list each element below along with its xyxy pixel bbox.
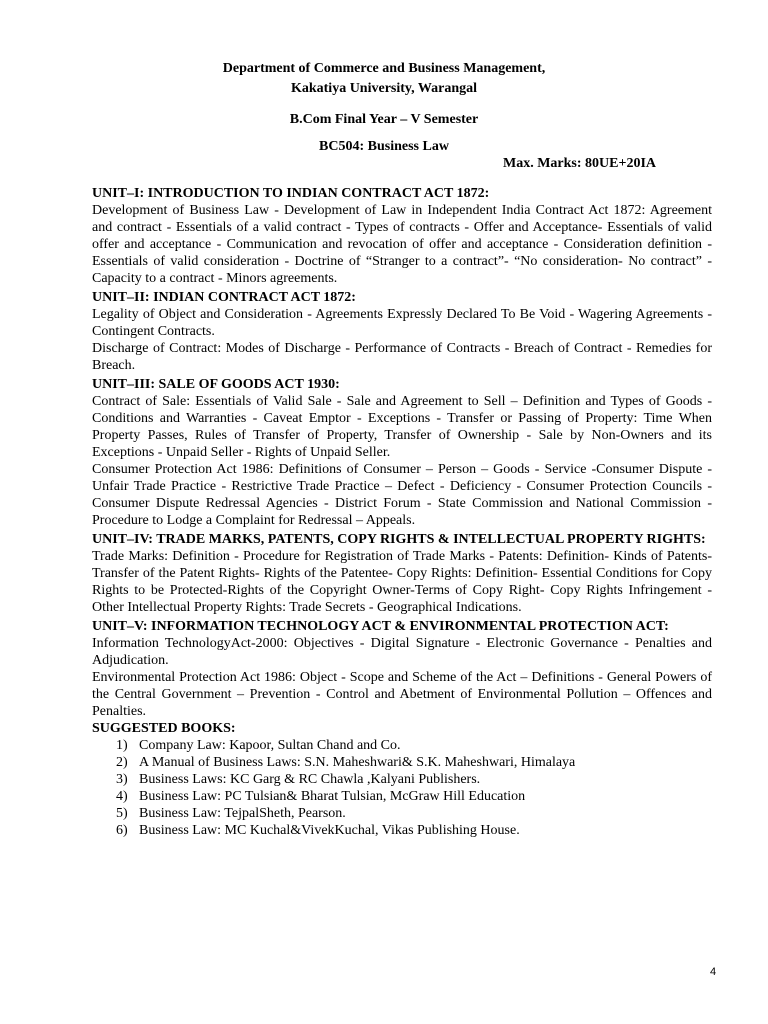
list-number: 2) [116,755,128,770]
unit-paragraph: Information TechnologyAct-2000: Objectives - Digital Signature - Electronic Governance - Penalties and Adjudication. [92,636,712,668]
unit-heading: UNIT–II: INDIAN CONTRACT ACT 1872: [92,290,356,305]
list-item [92,788,712,805]
book-text: Business Law: MC Kuchal&VivekKuchal, Vikas Publishing House. [139,823,520,838]
list-item [92,805,712,822]
books-heading: SUGGESTED BOOKS: [92,721,236,736]
books-list [92,737,712,839]
department-heading: Department of Commerce and Business Management, [222,61,546,76]
list-number: 4) [116,789,128,804]
book-text: Business Law: TejpalSheth, Pearson. [139,806,346,821]
book-text: Business Laws: KC Garg & RC Chawla ,Kalyani Publishers. [139,772,481,787]
list-number: 6) [116,823,128,838]
list-item [92,822,712,839]
book-text: Business Law: PC Tulsian& Bharat Tulsian, McGraw Hill Education [139,789,526,804]
unit-heading: UNIT–IV: TRADE MARKS, PATENTS, COPY RIGHTS & INTELLECTUAL PROPERTY RIGHTS: [92,532,706,547]
book-text: A Manual of Business Laws: S.N. Maheshwari& S.K. Maheshwari, Himalaya [139,755,576,770]
list-number: 1) [116,738,128,753]
list-item [92,771,712,788]
unit-heading: UNIT–V: INFORMATION TECHNOLOGY ACT & ENVIRONMENTAL PROTECTION ACT: [92,619,669,634]
syllabus-body [92,185,712,839]
suggested-books [92,720,712,839]
university-heading: Kakatiya University, Warangal [290,81,478,96]
unit-paragraph: Discharge of Contract: Modes of Discharge - Performance of Contracts - Breach of Contract - Remedies for Breach. [92,341,712,373]
unit-3 [92,376,712,529]
max-marks: Max. Marks: 80UE+20IA [503,156,657,171]
list-item [92,737,712,754]
semester-heading: B.Com Final Year – V Semester [289,112,479,127]
unit-heading: UNIT–III: SALE OF GOODS ACT 1930: [92,377,340,392]
unit-paragraph: Legality of Object and Consideration - Agreements Expressly Declared To Be Void - Wagering Agreements - Contingent Contracts. [92,307,712,339]
unit-paragraph: Environmental Protection Act 1986: Object - Scope and Scheme of the Act – Definitions - General Powers of the Central Government – Prevention - Control and Abetment of Environmental Pollution – Offences and Penalties. [92,670,712,719]
unit-5 [92,618,712,720]
course-title: BC504: Business Law [319,139,449,154]
unit-1 [92,185,712,287]
book-text: Company Law: Kapoor, Sultan Chand and Co. [139,738,401,753]
list-number: 5) [116,806,128,821]
unit-2 [92,289,712,374]
unit-paragraph: Contract of Sale: Essentials of Valid Sale - Sale and Agreement to Sell – Definition and Types of Goods - Conditions and Warranties - Caveat Emptor - Exceptions - Transfer or Passing of Property: Time When Property Passes, Rules of Transfer of Property, Transfer of Ownership - Sale by Non-Owners and its Exceptions - Unpaid Seller - Rights of Unpaid Seller. [92,394,712,460]
unit-paragraph: Consumer Protection Act 1986: Definitions of Consumer – Person – Goods - Service -Consumer Dispute - Unfair Trade Practice - Restrictive Trade Practice – Defect - Deficiency - Consumer Protection Councils - Consumer Dispute Redressal Agencies - District Forum - State Commission and National Commission - Procedure to Lodge a Complaint for Redressal – Appeals. [92,462,712,528]
unit-4 [92,531,712,616]
list-number: 3) [116,772,128,787]
unit-heading: UNIT–I: INTRODUCTION TO INDIAN CONTRACT ACT 1872: [92,186,490,201]
unit-paragraph: Development of Business Law - Development of Law in Independent India Contract Act 1872: Agreement and contract - Essentials of a valid contract - Types of contracts - Offer and Acceptance- Essentials of valid offer and acceptance - Communication and revocation of offer and acceptance - Consideration definition - Essentials of valid consideration - Doctrine of “Stranger to a contract”- “No consideration- No contract” - Capacity to a contract - Minors agreements. [92,203,712,286]
page-number: 4 [710,966,717,978]
unit-paragraph: Trade Marks: Definition - Procedure for Registration of Trade Marks - Patents: Definition- Kinds of Patents- Transfer of the Patent Rights- Rights of the Patentee- Copy Rights: Definition- Essential Conditions for Copy Rights to be Protected-Rights of the Copyright Owner-Terms of Copy Right- Copy Rights Infringement - Other Intellectual Property Rights: Trade Secrets - Geographical Indications. [92,549,712,615]
list-item [92,754,712,771]
